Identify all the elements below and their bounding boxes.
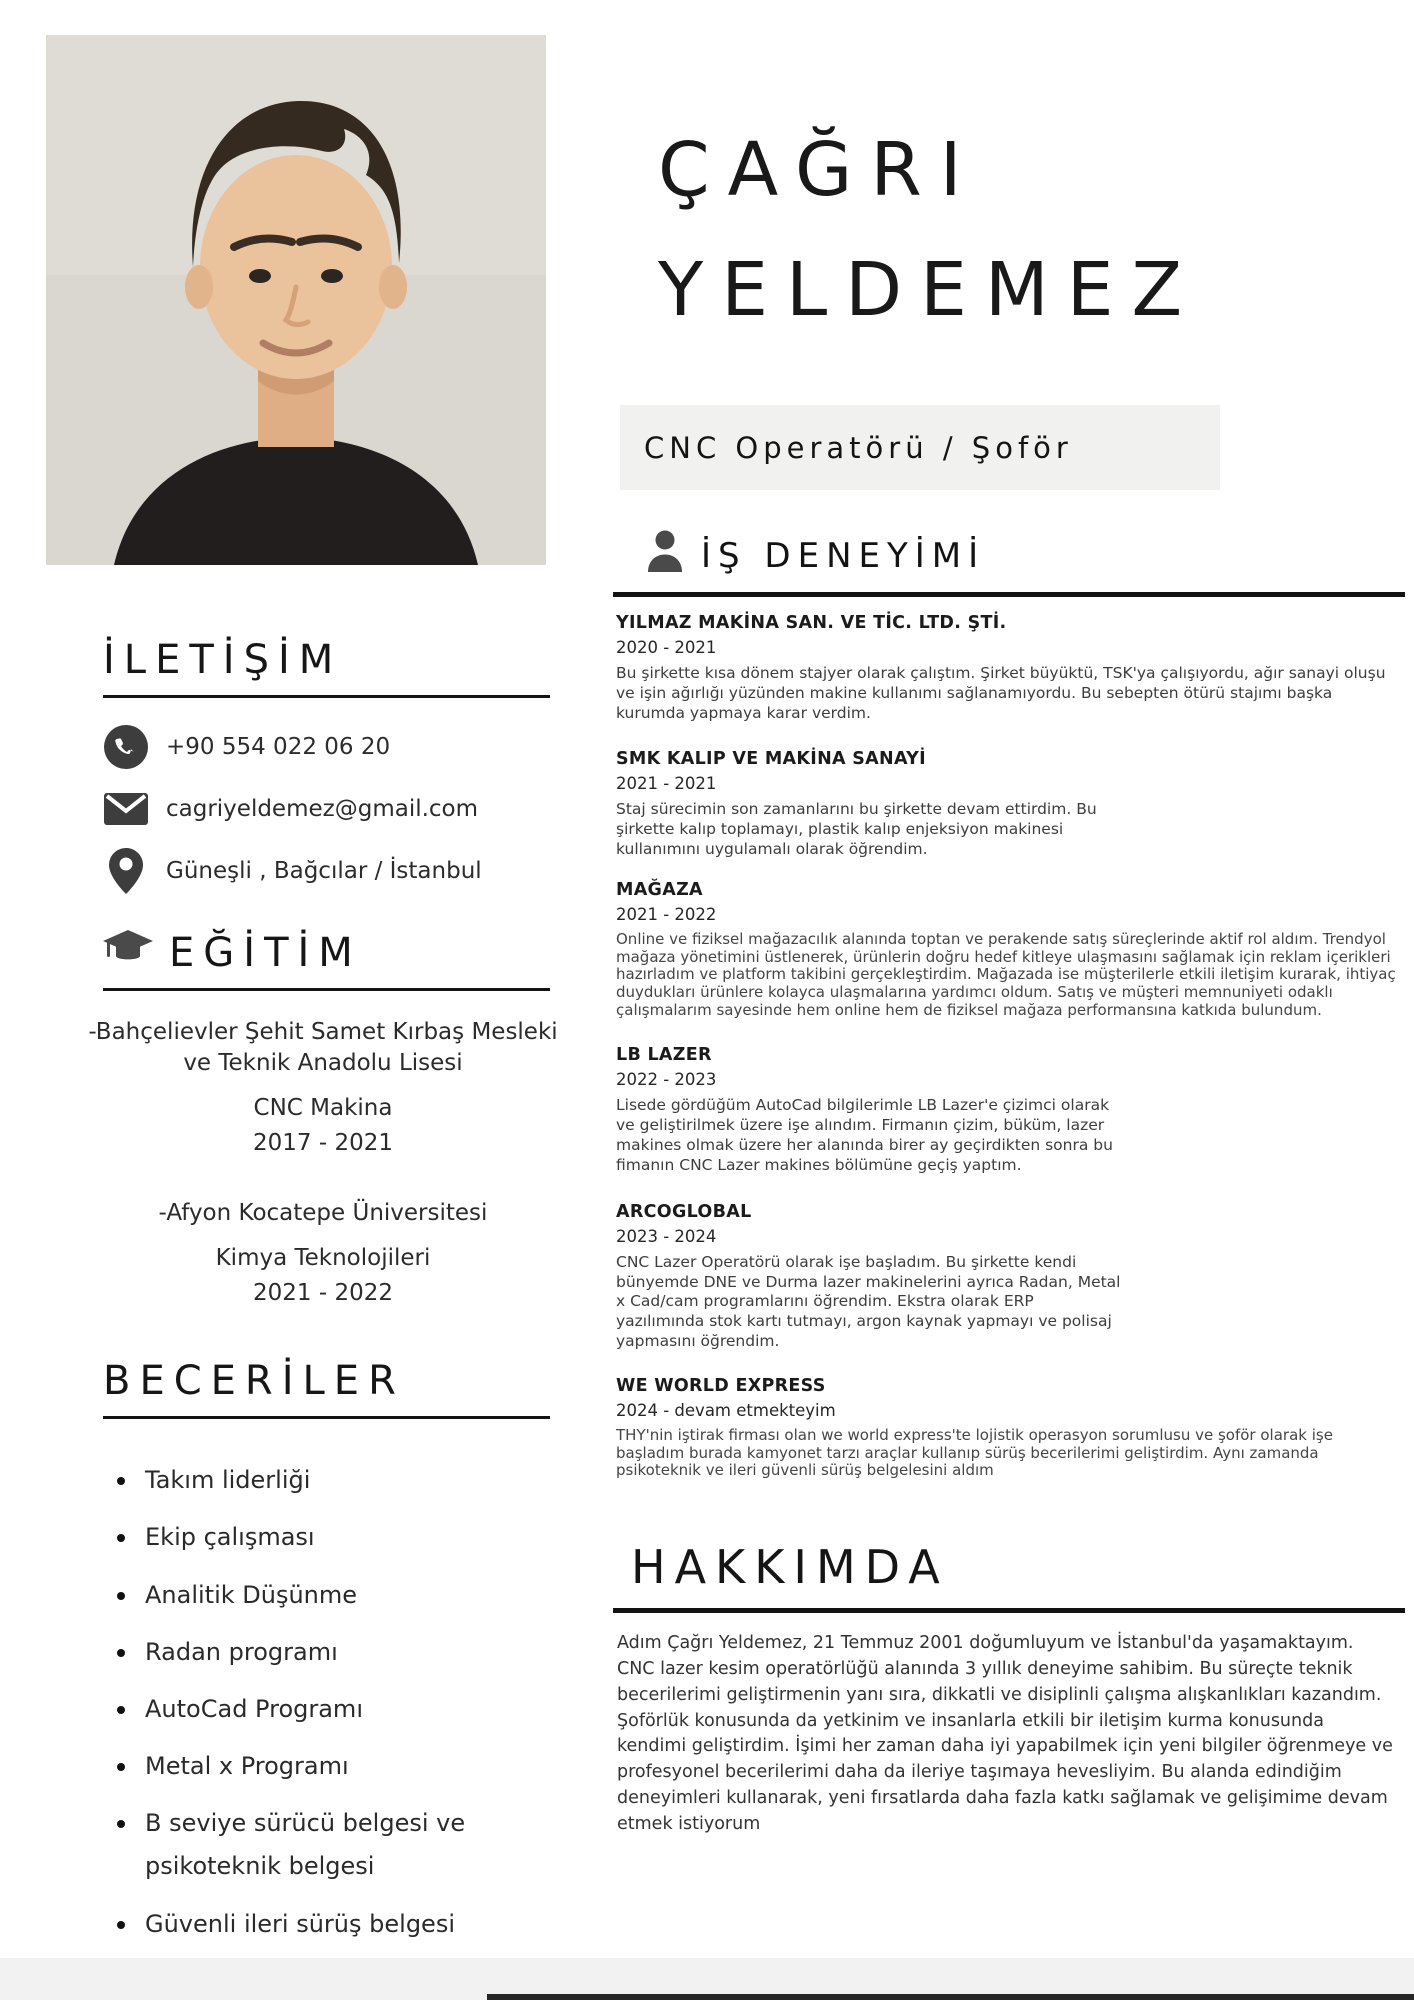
experience-years: 2020 - 2021 — [616, 638, 717, 657]
skill-item: B seviye sürücü belgesi ve psikoteknik belgesi — [115, 1802, 547, 1888]
contact-heading: İLETİŞİM — [103, 637, 343, 683]
experience-years: 2022 - 2023 — [616, 1070, 717, 1090]
person-name — [658, 110, 1405, 350]
skill-item: Güvenli ileri sürüş belgesi — [115, 1903, 547, 1946]
experience-description: CNC Lazer Operatörü olarak işe başladım. Bu şirkette kendi bünyemde DNE ve Durma lazer makinelerini ayrıca Radan, Metal x Cad/cam programlarını öğrendim. Ekstra olarak ERP yazılımında stok kartı tutmayı, argon kaynak yapmayı ve polisaj yapmasını öğrendim. — [616, 1252, 1121, 1351]
education-section — [88, 930, 558, 1307]
contact-phone-row — [103, 724, 558, 770]
about-heading: HAKKIMDA — [631, 1539, 949, 1594]
skill-item: AutoCad Programı — [115, 1688, 547, 1731]
education-school: -Afyon Kocatepe Üniversitesi — [158, 1200, 488, 1227]
education-program: Kimya Teknolojileri — [215, 1245, 431, 1272]
contact-rows — [103, 724, 558, 894]
skill-item: Ekip çalışması — [115, 1516, 547, 1559]
experience-description: Lisede gördüğüm AutoCad bilgilerimle LB Lazer'e çizimci olarak ve geliştirilmek üzere işe alındım. Firmanın çizim, büküm, lazer makines olmak üzere her alanında birer ay geçirdikten sonra bu fimanın CNC Lazer makines bölümüne geçiş yaptım. — [616, 1096, 1113, 1174]
experience-description: Bu şirkette kısa dönem stajyer olarak çalıştım. Şirket büyüktü, TSK'ya çalışıyordu, ağır sanayi oluşu ve işin ağırlığı yüzünden makine kullanımı sağlanamıyordu. Bu sebepten ötürü stajımı başka kurumda yapmaya karar verdim. — [616, 664, 1386, 722]
company-name: LB LAZER — [616, 1045, 712, 1066]
skill-item: Takım liderliği — [115, 1459, 547, 1502]
experience-description: Online ve fiziksel mağazacılık alanında toptan ve perakende satış süreçlerinde aktif rol aldım. Trendyol mağaza yönetimini üstlenerek, ürünlerin doğru hedef kitleye ulaşmasını sağlamak için reklam içerikleri hazırladım ve platform takibini gerçekleştirdim. Mağazada ise müşterilerle etkili iletişim kurarak, ihtiyaç duydukları ürünlere kolayca ulaşmalarına yardımcı oldum. Satış ve müşteri memnuniyeti odaklı çalışmalarım sayesinde hem online hem de fiziksel mağaza performansına katkıda bulundum. — [616, 929, 1396, 1019]
education-divider — [103, 988, 550, 991]
education-heading — [103, 930, 558, 976]
company-name: MAĞAZA — [616, 879, 703, 900]
job-title-bar — [620, 405, 1220, 490]
experience-years: 2023 - 2024 — [616, 1226, 717, 1246]
contact-phone-value: +90 554 022 06 20 — [166, 734, 391, 760]
job-title: CNC Operatörü / Şoför — [644, 430, 1073, 465]
experience-section — [613, 530, 1405, 1480]
education-years: 2017 - 2021 — [253, 1130, 393, 1157]
contact-location-row — [103, 848, 558, 894]
experience-entry — [613, 1045, 1405, 1175]
location-pin-icon — [103, 848, 149, 894]
left-column — [38, 35, 558, 2000]
experience-years: 2021 - 2022 — [616, 904, 717, 924]
footer-line — [487, 1994, 1414, 2000]
experience-entry — [613, 880, 1405, 1019]
company-name: ARCOGLOBAL — [616, 1201, 752, 1222]
portrait-illustration — [46, 35, 546, 565]
skill-item: Analitik Düşünme — [115, 1574, 547, 1617]
company-name: WE WORLD EXPRESS — [616, 1375, 826, 1396]
education-heading-label: EĞİTİM — [169, 930, 362, 976]
about-section — [613, 1540, 1405, 1838]
contact-divider — [103, 695, 550, 698]
about-text: Adım Çağrı Yeldemez, 21 Temmuz 2001 doğumluyum ve İstanbul'da yaşamaktayım. CNC lazer kesim operatörlüğü alanında 3 yıllık deneyime sahibim. Bu süreçte teknik becerilerimi geliştirmenin yanı sıra, dikkatli ve disiplinli çalışma alışkanlıkları kazandım. Şoförlük konusunda da yetkinim ve insanlarla etkili bir iletişim kurma konusunda kendimi geliştirdim. İşimi her zaman daha iyi yapabilmek için yeni bilgiler öğrenmeye ve profesyonel becerilerimi daha da ileriye taşımaya hevesliyim. Bu alanda edindiğim deneyimleri kullanarak, yeni fırsatlarda daha fazla katkı sağlamak ve gelişimime devam etmek istiyorum — [617, 1632, 1393, 1835]
first-name: ÇAĞRI — [658, 127, 980, 213]
experience-header — [645, 530, 1405, 576]
company-name: YILMAZ MAKİNA SAN. VE TİC. LTD. ŞTİ. — [616, 613, 1007, 633]
experience-heading: İŞ DENEYİMİ — [701, 536, 986, 576]
experience-years: 2024 - devam etmekteyim — [616, 1400, 836, 1420]
experience-divider — [613, 592, 1405, 597]
education-entries — [83, 1017, 563, 1306]
experience-entry — [613, 613, 1405, 723]
contact-email-value: cagriyeldemez@gmail.com — [166, 796, 479, 822]
skills-heading: BECERİLER — [103, 1358, 405, 1405]
phone-icon — [103, 725, 149, 769]
experience-description: Staj sürecimin son zamanlarını bu şirkette devam ettirdim. Bu şirkette kalıp toplamayı, plastik kalıp enjeksiyon makinesi kullanımını uygulamalı olarak öğrendim. — [616, 800, 1097, 859]
right-column — [613, 0, 1405, 1838]
graduation-cap-icon — [103, 930, 153, 976]
about-divider — [613, 1608, 1405, 1613]
education-program: CNC Makina — [253, 1095, 393, 1122]
profile-photo — [46, 35, 546, 565]
education-school: -Bahçelievler Şehit Samet Kırbaş Mesleki ve Teknik Anadolu Lisesi — [88, 1019, 558, 1077]
last-name: YELDEMEZ — [658, 247, 1201, 333]
skills-section — [103, 1358, 558, 2000]
mail-icon — [103, 791, 149, 827]
experience-entry — [613, 1376, 1405, 1480]
skills-divider — [103, 1416, 550, 1419]
experience-years: 2021 - 2021 — [616, 774, 717, 794]
experience-entry — [613, 749, 1405, 859]
skill-item: Radan programı — [115, 1631, 547, 1674]
contact-section — [103, 637, 558, 894]
skills-list — [115, 1459, 547, 2000]
experience-entry — [613, 1202, 1405, 1352]
education-years: 2021 - 2022 — [253, 1280, 393, 1307]
experience-description: THY'nin iştirak firması olan we world express'te lojistik operasyon sorumlusu ve şoför olarak işe başladım burada kamyonet tarzı araçlar kullanıp sürüş becerilerimi geliştirdim. Aynı zamanda psikoteknik ve ileri güvenli sürüş belgelesini aldım — [616, 1425, 1333, 1480]
person-icon — [645, 530, 685, 576]
skill-item: Metal x Programı — [115, 1745, 547, 1788]
contact-location-value: Güneşli , Bağcılar / İstanbul — [166, 858, 482, 884]
company-name: SMK KALIP VE MAKİNA SANAYİ — [616, 749, 926, 770]
contact-email-row — [103, 786, 558, 832]
